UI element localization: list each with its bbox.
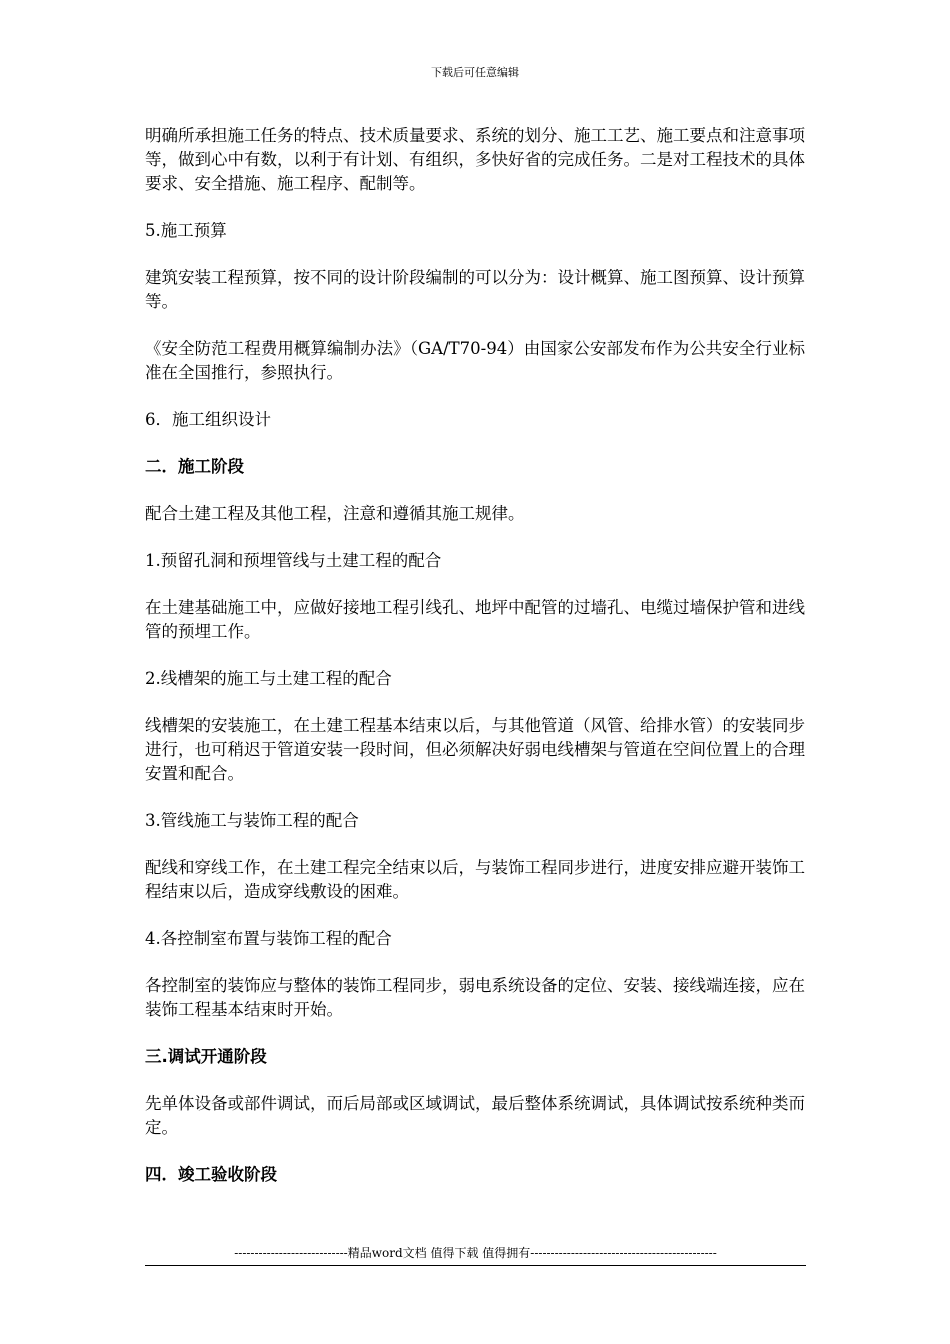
section-heading-construction: 二．施工阶段 xyxy=(145,457,244,476)
paragraph-foundation: 在土建基础施工中，应做好接地工程引线孔、地坪中配管的过墙孔、电缆过墙保护管和进线管的预埋工作。 xyxy=(145,598,805,641)
paragraph-debugging: 先单体设备或部件调试，而后局部或区域调试，最后整体系统调试，具体调试按系统种类而定。 xyxy=(145,1094,805,1137)
paragraph-wiring: 配线和穿线工作，在土建工程完全结束以后，与装饰工程同步进行，进度安排应避开装饰工程结束以后，造成穿线敷设的困难。 xyxy=(145,858,805,901)
section-heading-commissioning: 三.调试开通阶段 xyxy=(145,1047,267,1066)
paragraph-cable-tray: 线槽架的安装施工，在土建工程基本结束以后，与其他管道（风管、给排水管）的安装同步进行，也可稍迟于管道安装一段时间，但必须解决好弱电线槽架与管道在空间位置上的合理安置和配合。 xyxy=(145,716,805,783)
paragraph-item-3: 3.管线施工与装饰工程的配合 xyxy=(145,811,359,830)
paragraph-control-room: 各控制室的装饰应与整体的装饰工程同步，弱电系统设备的定位、安装、接线端连接，应在装饰工程基本结束时开始。 xyxy=(145,976,805,1019)
paragraph-item-4: 4.各控制室布置与装饰工程的配合 xyxy=(145,929,392,948)
paragraph-item-5: 5.施工预算 xyxy=(145,221,227,240)
paragraph-intro: 明确所承担施工任务的特点、技术质量要求、系统的划分、施工工艺、施工要点和注意事项等，做到心中有数，以利于有计划、有组织，多快好省的完成任务。二是对工程技术的具体要求、安全措施、施工程序、配制等。 xyxy=(145,126,805,193)
document-body xyxy=(145,124,805,1210)
footer-text: ----------------------------精品word文档 值得下载 值得拥有---------------------------------------------- xyxy=(234,1246,717,1260)
paragraph-coordination: 配合土建工程及其他工程，注意和遵循其施工规律。 xyxy=(145,504,525,523)
paragraph-budget: 建筑安装工程预算，按不同的设计阶段编制的可以分为：设计概算、施工图预算、设计预算等。 xyxy=(145,268,805,311)
paragraph-item-2: 2.线槽架的施工与土建工程的配合 xyxy=(145,669,392,688)
paragraph-standard: 《安全防范工程费用概算编制办法》（GA/T70-94）由国家公安部发布作为公共安全行业标准在全国推行，参照执行。 xyxy=(145,339,805,382)
section-heading-acceptance: 四．竣工验收阶段 xyxy=(145,1165,277,1184)
paragraph-item-6: 6．施工组织设计 xyxy=(145,410,271,429)
page-footer xyxy=(145,1245,806,1266)
paragraph-item-1: 1.预留孔洞和预埋管线与土建工程的配合 xyxy=(145,551,442,570)
page-header-note: 下载后可任意编辑 xyxy=(431,66,519,79)
